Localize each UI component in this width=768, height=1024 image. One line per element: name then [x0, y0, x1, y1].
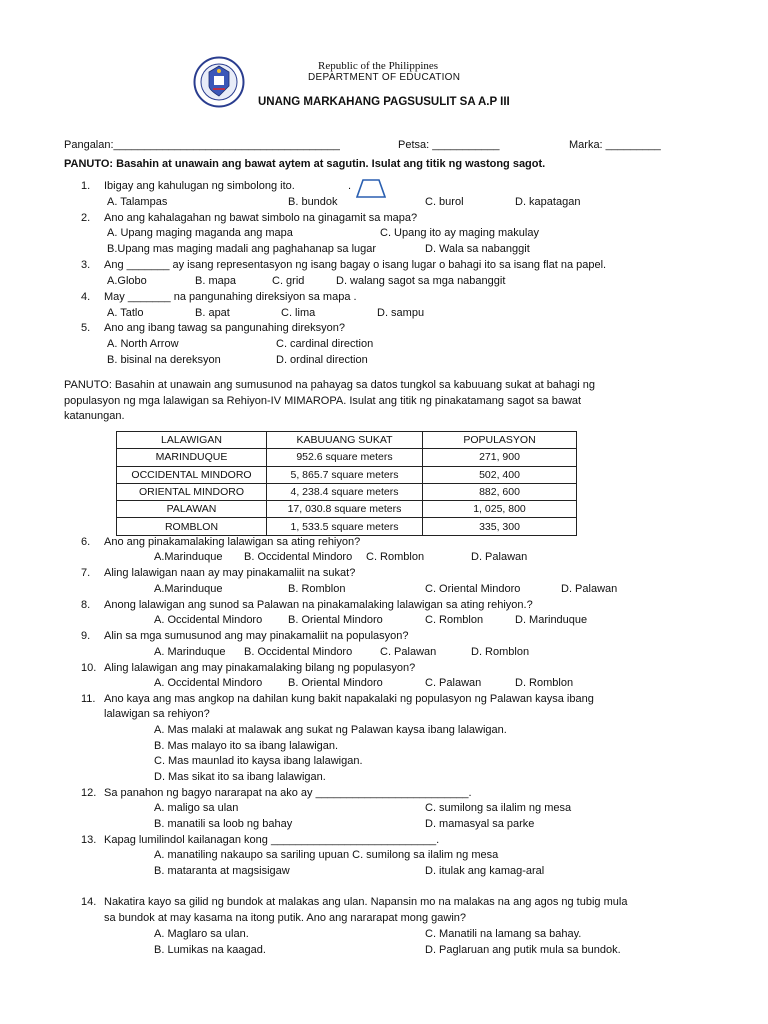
q2-choice-c: C. Upang ito ay maging makulay	[380, 227, 539, 239]
q8-choice-a: A. Occidental Mindoro	[154, 614, 263, 626]
q7-choice-b: B. Romblon	[288, 583, 346, 595]
table-row	[117, 518, 577, 535]
q8-number: 8.	[81, 599, 91, 611]
q9-choice-b: B. Occidental Mindoro	[244, 646, 353, 658]
q5-choice-d: D. ordinal direction	[276, 354, 368, 366]
q6-choice-a: A.Marinduque	[154, 551, 223, 563]
q7-number: 7.	[81, 567, 91, 579]
q13-choice-a-c: A. manatiling nakaupo sa sariling upuan C. sumilong sa ilalim ng mesa	[154, 849, 499, 861]
q11-choice-d: D. Mas sikat ito sa ibang lalawigan.	[154, 771, 326, 783]
table-row	[117, 501, 577, 518]
table-cell: 1, 533.5 square meters	[267, 518, 423, 535]
instruction-2-line-3: katanungan.	[64, 410, 125, 422]
plateau-symbol-icon	[356, 178, 386, 198]
q9-text: Alin sa mga sumusunod ang may pinakamaliit na populasyon?	[104, 630, 409, 642]
q14-choice-d: D. Paglaruan ang putik mula sa bundok.	[425, 944, 621, 956]
province-data-table	[116, 431, 577, 536]
q7-text: Aling lalawigan naan ay may pinakamaliit na sukat?	[104, 567, 356, 579]
q9-choice-a: A. Marinduque	[154, 646, 226, 658]
q6-choice-b: B. Occidental Mindoro	[244, 551, 353, 563]
table-cell: 952.6 square meters	[267, 449, 423, 466]
q8-choice-d: D. Marinduque	[515, 614, 588, 626]
q1-number: 1.	[81, 180, 91, 192]
table-cell: 4, 238.4 square meters	[267, 483, 423, 500]
q12-number: 12.	[81, 787, 97, 799]
q7-choice-d: D. Palawan	[561, 583, 618, 595]
table-cell: 271, 900	[423, 449, 577, 466]
table-cell: PALAWAN	[117, 501, 267, 518]
table-cell: OCCIDENTAL MINDORO	[117, 466, 267, 483]
q14-text: Nakatira kayo sa gilid ng bundok at malakas ang ulan. Napansin mo na malakas na ang agos ng tubig mula	[104, 896, 628, 908]
q3-text: Ang _______ ay isang representasyon ng isang bagay o isang lugar o bahagi ito sa isang flat na papel.	[104, 259, 607, 271]
q12-text: Sa panahon ng bagyo nararapat na ako ay _________________________.	[104, 787, 472, 799]
q8-choice-c: C. Romblon	[425, 614, 484, 626]
instruction-2-line-1: PANUTO: Basahin at unawain ang sumusunod na pahayag sa datos tungkol sa kabuuang sukat at bahagi ng	[64, 379, 596, 391]
q9-choice-c: C. Palawan	[380, 646, 437, 658]
q11-text: Ano kaya ang mas angkop na dahilan kung bakit napakalaki ng populasyon ng Palawan kaysa ibang	[104, 693, 594, 705]
q14-number: 14.	[81, 896, 97, 908]
name-field[interactable]: Pangalan:_____________________________________	[64, 139, 340, 151]
table-header-cell: POPULASYON	[423, 432, 577, 449]
q9-number: 9.	[81, 630, 91, 642]
q11-text-line-2: lalawigan sa rehiyon?	[104, 708, 210, 720]
instruction-1: PANUTO: Basahin at unawain ang bawat aytem at sagutin. Isulat ang titik ng wastong sagot.	[64, 158, 546, 170]
grade-field[interactable]: Marka: _________	[569, 139, 661, 151]
q1-choice-b: B. bundok	[288, 196, 338, 208]
table-cell: 17, 030.8 square meters	[267, 501, 423, 518]
q1-choice-c: C. burol	[425, 196, 464, 208]
table-cell: 1, 025, 800	[423, 501, 577, 518]
q2-text: Ano ang kahalagahan ng bawat simbolo na ginagamit sa mapa?	[104, 212, 418, 224]
q8-choice-b: B. Oriental Mindoro	[288, 614, 383, 626]
q12-choice-b: B. manatili sa loob ng bahay	[154, 818, 293, 830]
test-title: UNANG MARKAHANG PAGSUSULIT SA A.P III	[258, 96, 510, 108]
q3-choice-b: B. mapa	[195, 275, 236, 287]
q9-choice-d: D. Romblon	[471, 646, 530, 658]
q1-choice-d: D. kapatagan	[515, 196, 581, 208]
q5-choice-a: A. North Arrow	[107, 338, 179, 350]
instruction-2-line-2: populasyon ng mga lalawigan sa Rehiyon-IV MIMAROPA. Isulat ang titik ng pinakatamang sagot sa bawat	[64, 395, 582, 407]
q10-choice-a: A. Occidental Mindoro	[154, 677, 263, 689]
q1-dot: .	[348, 180, 352, 192]
table-cell: 335, 300	[423, 518, 577, 535]
q5-choice-b: B. bisinal na dereksyon	[107, 354, 221, 366]
q2-choice-d: D. Wala sa nabanggit	[425, 243, 530, 255]
q1-choice-a: A. Talampas	[107, 196, 168, 208]
q7-choice-a: A.Marinduque	[154, 583, 223, 595]
q4-number: 4.	[81, 291, 91, 303]
q5-number: 5.	[81, 322, 91, 334]
q6-choice-c: C. Romblon	[366, 551, 425, 563]
q2-number: 2.	[81, 212, 91, 224]
table-cell: ORIENTAL MINDORO	[117, 483, 267, 500]
q7-choice-c: C. Oriental Mindoro	[425, 583, 521, 595]
table-row	[117, 466, 577, 483]
table-header-cell: KABUUANG SUKAT	[267, 432, 423, 449]
q10-text: Aling lalawigan ang may pinakamalaking bilang ng populasyon?	[104, 662, 416, 674]
table-row	[117, 449, 577, 466]
q3-choice-d: D. walang sagot sa mga nabanggit	[336, 275, 506, 287]
q11-choice-b: B. Mas malayo ito sa ibang lalawigan.	[154, 740, 339, 752]
q6-choice-d: D. Palawan	[471, 551, 528, 563]
table-cell: 502, 400	[423, 466, 577, 483]
q5-choice-c: C. cardinal direction	[276, 338, 374, 350]
q3-choice-c: C. grid	[272, 275, 305, 287]
q4-choice-a: A. Tatlo	[107, 307, 144, 319]
q12-choice-c: C. sumilong sa ilalim ng mesa	[425, 802, 572, 814]
deped-seal-logo	[193, 56, 245, 108]
q12-choice-d: D. mamasyal sa parke	[425, 818, 535, 830]
republic-text: Republic of the Philippines	[318, 60, 439, 72]
q11-choice-a: A. Mas malaki at malawak ang sukat ng Palawan kaysa ibang lalawigan.	[154, 724, 507, 736]
q4-text: May _______ na pangunahing direksiyon sa mapa .	[104, 291, 357, 303]
table-header-cell: LALAWIGAN	[117, 432, 267, 449]
table-row	[117, 483, 577, 500]
q14-choice-b: B. Lumikas na kaagad.	[154, 944, 266, 956]
q4-choice-c: C. lima	[281, 307, 316, 319]
q12-choice-a: A. maligo sa ulan	[154, 802, 239, 814]
q10-choice-c: C. Palawan	[425, 677, 482, 689]
q13-number: 13.	[81, 834, 97, 846]
q2-choice-a: A. Upang maging maganda ang mapa	[107, 227, 293, 239]
table-cell: 5, 865.7 square meters	[267, 466, 423, 483]
table-cell: MARINDUQUE	[117, 449, 267, 466]
q10-choice-b: B. Oriental Mindoro	[288, 677, 383, 689]
q3-choice-a: A.Globo	[107, 275, 147, 287]
q13-text: Kapag lumilindol kailanagan kong ___________________________.	[104, 834, 440, 846]
q6-number: 6.	[81, 536, 91, 548]
q11-number: 11.	[81, 693, 96, 705]
table-cell: ROMBLON	[117, 518, 267, 535]
q14-choice-c: C. Manatili na lamang sa bahay.	[425, 928, 582, 940]
q5-text: Ano ang ibang tawag sa pangunahing direksyon?	[104, 322, 345, 334]
table-header-row	[117, 432, 577, 449]
q11-choice-c: C. Mas maunlad ito kaysa ibang lalawigan.	[154, 755, 363, 767]
q13-choice-d: D. itulak ang kamag-aral	[425, 865, 545, 877]
q3-number: 3.	[81, 259, 91, 271]
department-text: DEPARTMENT OF EDUCATION	[308, 72, 461, 83]
q2-choice-b: B.Upang mas maging madali ang paghahanap sa lugar	[107, 243, 377, 255]
q13-choice-b: B. mataranta at magsisigaw	[154, 865, 290, 877]
q10-number: 10.	[81, 662, 97, 674]
date-field[interactable]: Petsa: ___________	[398, 139, 500, 151]
q14-text-line-2: sa bundok at may kasama na itong putik. Ano ang nararapat mong gawin?	[104, 912, 467, 924]
q8-text: Anong lalawigan ang sunod sa Palawan na pinakamalaking lalawigan sa ating rehiyon.?	[104, 599, 533, 611]
q14-choice-a: A. Maglaro sa ulan.	[154, 928, 249, 940]
q4-choice-b: B. apat	[195, 307, 230, 319]
q10-choice-d: D. Romblon	[515, 677, 574, 689]
q6-text: Ano ang pinakamalaking lalawigan sa ating rehiyon?	[104, 536, 361, 548]
q4-choice-d: D. sampu	[377, 307, 425, 319]
table-cell: 882, 600	[423, 483, 577, 500]
q1-text: Ibigay ang kahulugan ng simbolong ito.	[104, 180, 295, 192]
